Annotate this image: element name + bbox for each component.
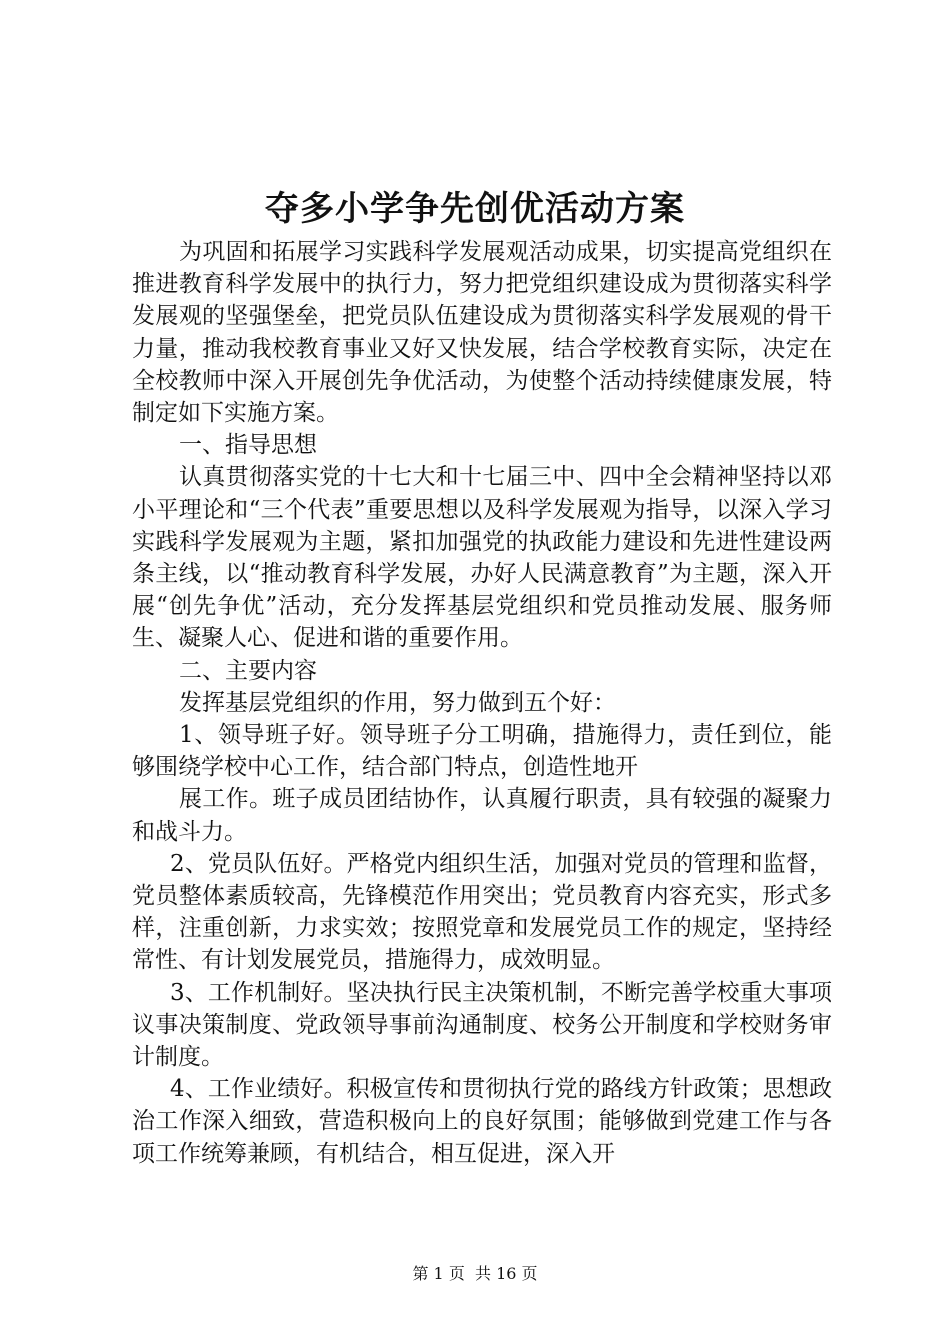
page-number-label: 第 1 页 共 16 页 (412, 1264, 538, 1283)
document-body (132, 236, 832, 1170)
item-work-performance: 4、工作业绩好。积极宣传和贯彻执行党的路线方针政策；思想政治工作深入细致，营造积极向上的良好氛围；能够做到党建工作与各项工作统筹兼顾，有机结合，相互促进，深入开 (132, 1076, 832, 1167)
main-content-intro: 发挥基层党组织的作用，努力做到五个好： (179, 689, 616, 716)
section-heading-guiding-ideology: 一、指导思想 (179, 432, 317, 459)
page-footer (0, 1262, 950, 1286)
section-heading-main-content: 二、主要内容 (179, 657, 317, 684)
document-title: 夺多小学争先创优活动方案 (265, 189, 685, 229)
guiding-ideology-paragraph: 认真贯彻落实党的十七大和十七届三中、四中全会精神坚持以邓小平理论和“三个代表”重要思想以及科学发展观为指导，以深入学习实践科学发展观为主题，紧扣加强党的执政能力建设和先进性建设两条主线，以“推动教育科学发展，办好人民满意教育”为主题，深入开展“创先争优”活动，充分发挥基层党组织和党员推动发展、服务师生、凝聚人心、促进和谐的重要作用。 (132, 464, 832, 652)
item-work-mechanism: 3、工作机制好。坚决执行民主决策机制，不断完善学校重大事项议事决策制度、党政领导事前沟通制度、校务公开制度和学校财务审计制度。 (132, 979, 832, 1071)
item-party-members: 2、党员队伍好。严格党内组织生活，加强对党员的管理和监督，党员整体素质较高，先锋模范作用突出；党员教育内容充实，形式多样，注重创新，力求实效；按照党章和发展党员工作的规定，坚持经常性、有计划发展党员，措施得力，成效明显。 (132, 850, 832, 974)
item-leadership-team-continued: 展工作。班子成员团结协作，认真履行职责，具有较强的凝聚力和战斗力。 (132, 786, 832, 845)
item-leadership-team: 1、领导班子好。领导班子分工明确，措施得力，责任到位，能够围绕学校中心工作，结合部门特点，创造性地开 (132, 722, 832, 781)
intro-paragraph: 为巩固和拓展学习实践科学发展观活动成果，切实提高党组织在推进教育科学发展中的执行力，努力把党组织建设成为贯彻落实科学发展观的坚强堡垒，把党员队伍建设成为贯彻落实科学发展观的骨干力量，推动我校教育事业又好又快发展，结合学校教育实际，决定在全校教师中深入开展创先争优活动，为使整个活动持续健康发展，特制定如下实施方案。 (132, 239, 832, 427)
